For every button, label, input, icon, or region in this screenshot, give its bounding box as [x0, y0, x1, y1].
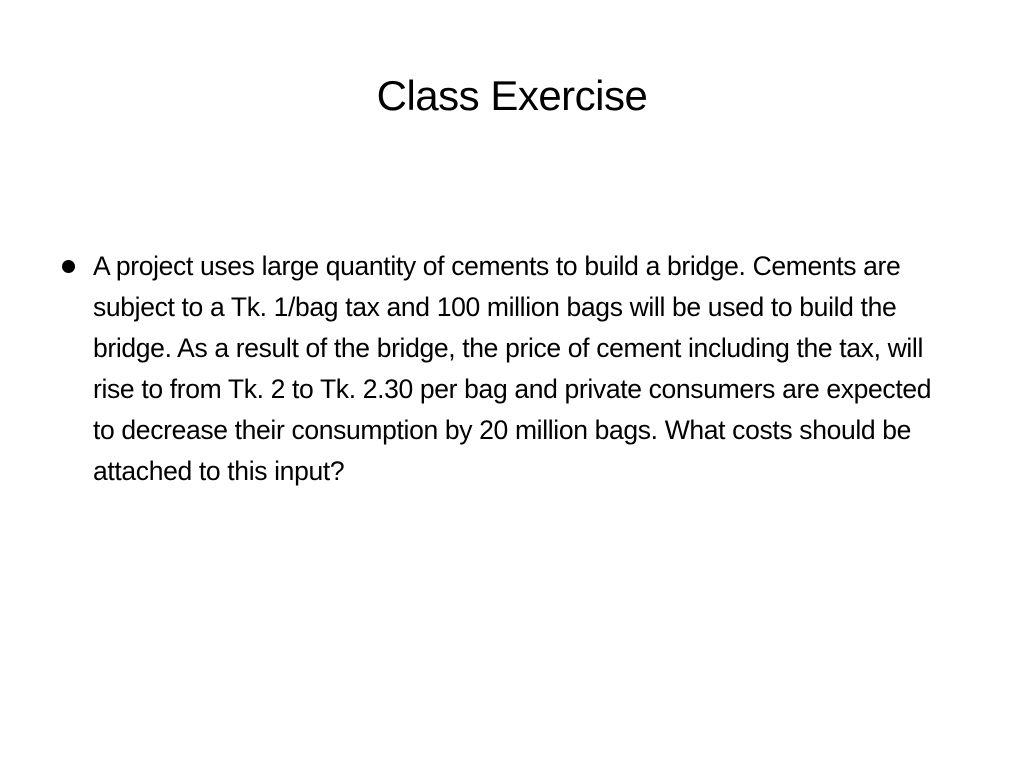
bullet-list — [58, 246, 958, 492]
bullet-text: A project uses large quantity of cements to build a bridge. Cements are subject to a Tk. 1/bag tax and 100 million bags will be used to build the bridge. As a result of the bridge, the price of cement including the tax, will rise to from Tk. 2 to Tk. 2.30 per bag and private consumers are expected to decrease their consumption by 20 million bags. What costs should be attached to this input? — [93, 251, 932, 486]
bullet-item — [58, 246, 958, 492]
slide-title: Class Exercise — [376, 72, 648, 119]
bullet-dot-icon — [62, 260, 75, 273]
